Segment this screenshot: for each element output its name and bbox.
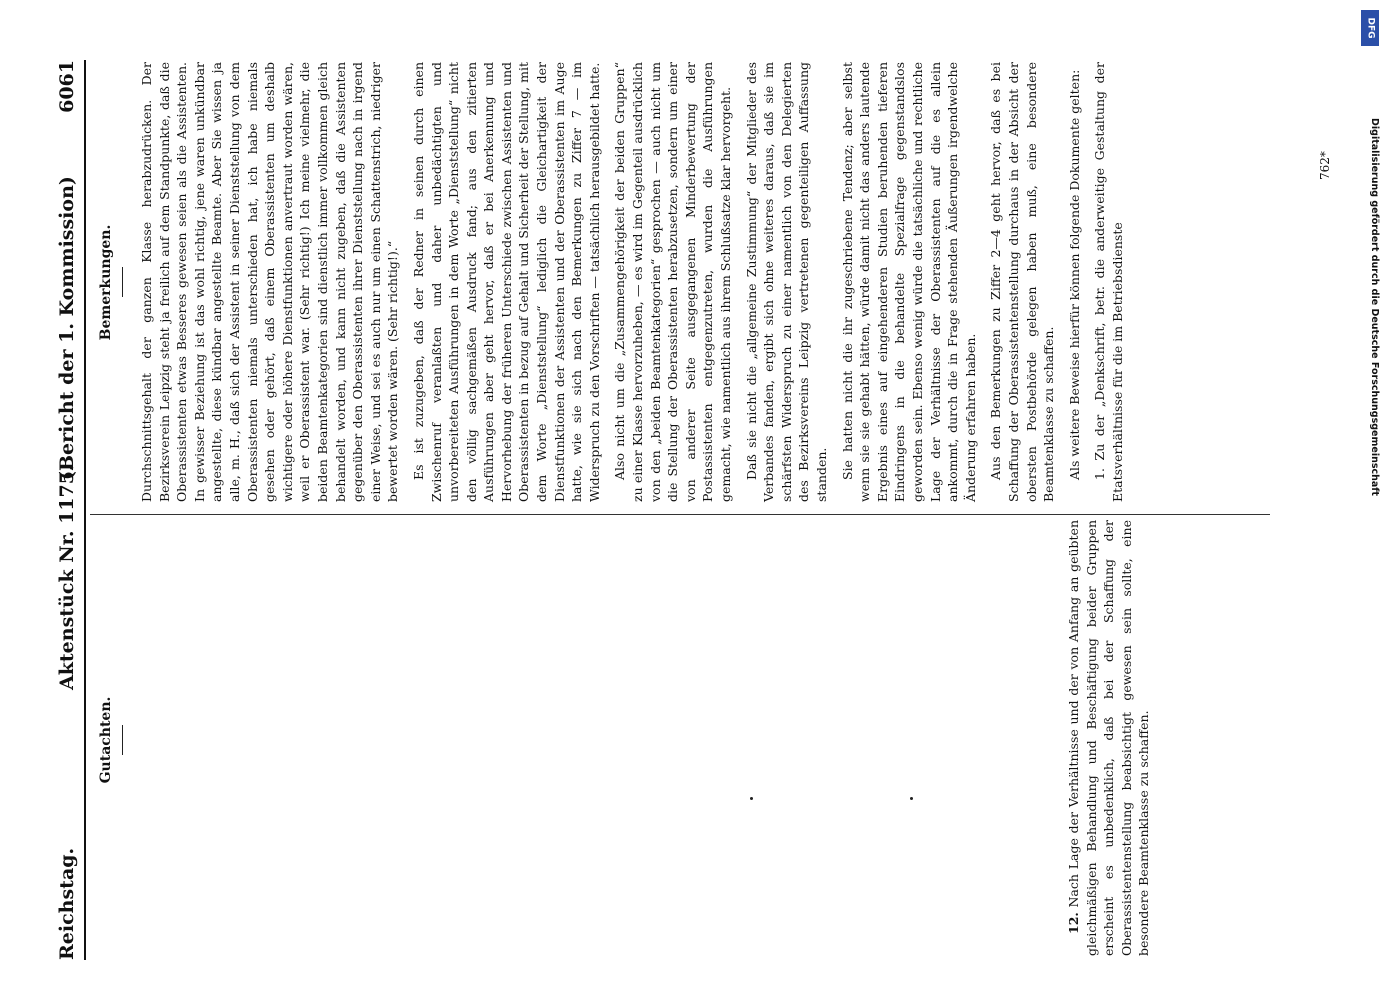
paragraph: Aus den Bemerkungen zu Ziffer 2—4 geht hervor, daß es bei Schaffung der Oberassistentenstellung durchaus in der Absicht der obersten Postbehörde gelegen haben muß, eine besondere Beamtenklasse zu schaffen. [988, 62, 1057, 502]
header-left: Reichstag. [56, 847, 78, 960]
digitization-sidebar [1358, 10, 1383, 1000]
paragraph-number: 12. [1066, 912, 1081, 934]
paragraph: Also nicht um die „Zusammengehörigkeit der beiden Gruppen“ zu einer Klasse hervorzuheben, — es wird im Gegenteil ausdrücklich von den „beiden Beamtenkategorien“ gesprochen — auch nicht um die Stellung der Oberassistenten herabzusetzen, sondern um einer von anderer Seite ausgegangenen Minderbewertung der Postassistenten entgegenzutreten, wurden die Ausführungen gemacht, wie namentlich aus ihrem Schlußsatze klar hervorgeht. [612, 62, 733, 502]
left-column-text [1065, 520, 1161, 956]
right-heading-rule [122, 267, 123, 297]
paragraph: Durchschnittsgehalt der ganzen Klasse herabzudrücken. Der Bezirksverein Leipzig steht ja freilich auf dem Standpunkte, daß die Oberassistenten etwas Besseres gewesen seien als die Assistenten. In gewisser Beziehung ist das wohl richtig, jene waren unkündbar angestellte, diese kündbar angestellte Beamte. Aber Sie wissen ja alle, m. H., daß sich der Assistent in seiner Dienststellung von dem Oberassistenten niemals unterschieden hat, ich habe niemals gesehen oder gehört, daß einem Oberassistenten um deshalb wichtigere oder höhere Dienstfunktionen anvertraut worden wären, weil er Oberassistent war. (Sehr richtig!) Ich meine vielmehr, die beiden Beamtenkategorien sind dienstlich immer vollkommen gleich behandelt worden, und kann nicht zugeben, daß die Assistenten gegenüber den Oberassistenten ihrer Dienststellung nach in irgend einer Weise, und sei es auch nur um einen Schattenstrich, niedriger bewertet worden wären. (Sehr richtig!).“ [139, 62, 401, 502]
paragraph: Es ist zuzugeben, daß der Redner in seinen durch einen Zwischenruf veranlaßten und daher unbedächtigten und unvorbereiteten Ausführungen in dem Worte „Dienststellung“ nicht den völlig sachgemäßen Ausdruck fand; aus den zitierten Ausführungen aber geht hervor, daß er bei Anerkennung und Hervorhebung der früheren Unterschiede zwischen Assistenten und Oberassistenten in bezug auf Gehalt und Sicherheit der Stellung, mit dem Worte „Dienststellung“ lediglich die Gleichartigkeit der Dienstfunktionen der Assistenten und der Oberassistenten im Auge hatte, wie sie sich nach den Bemerkungen zu Ziffer 7 — im Widerspruch zu den Vorschriften — tatsächlich herausgebildet hatte. [410, 61, 602, 502]
rotated-document [50, 60, 1350, 960]
header-center-commission: (Bericht der 1. Kommission) [56, 176, 78, 480]
running-header [50, 60, 86, 960]
header-center: Aktenstück Nr. 1175. [56, 464, 78, 690]
paragraph: Als weitere Beweise hierfür können folgende Dokumente gelten: [1066, 69, 1082, 480]
paragraph: 1. Zu der „Denkschrift, betr. die anderweitige Gestaltung der Etatsverhältnisse für die im Betriebsdienste [1092, 62, 1125, 502]
scan-speck [750, 797, 753, 800]
scan-speck [910, 797, 913, 800]
right-column-text [138, 62, 1134, 502]
paragraph: Sie hatten nicht die ihr zugeschriebene Tendenz; aber selbst wenn sie sie gehabt hätten, würde damit nicht das anders lautende Ergebnis eines auf eingehenderen Studien beruhenden tieferen Eindringens in die behandelte Spezialfrage gegenstandslos geworden sein. Ebenso wenig würde die tatsächliche und rechtliche Lage der Verhältnisse der Oberassistenten auf die es allein ankommt, durch die in Frage stehenden Äußerungen irgendwelche Änderung erfahren haben. [839, 62, 978, 502]
digitization-credit: Digitalisierung gefördert durch die Deutsche Forschungsgemeinschaft [1369, 118, 1380, 496]
paragraph: Daß sie nicht die „allgemeine Zustimmung“ der Mitglieder des Verbandes fanden, ergibt sich ohne weiteres daraus, daß sie im schärfsten Widerspruch zu einer namentlich von den Delegierten des Bezirksvereins Leipzig vertretenen gegenteiligen Auffassung standen. [743, 62, 829, 502]
left-heading-rule [122, 725, 123, 755]
paragraph-body: Nach Lage der Verhältnisse und der von Anfang an geübten gleichmäßigen Behandlung und Beschäftigung beider Gruppen erscheint es unbedenklich, daß bei der Schaffung der Oberassistentenstellung beabsichtigt gewesen sein sollte, eine besondere Beamtenklasse zu schaffen. [1066, 520, 1152, 956]
signature-mark: 762* [1318, 151, 1332, 180]
left-column-heading: Gutachten. [98, 696, 114, 784]
dfg-logo: DFG [1361, 10, 1379, 46]
numbered-paragraph [1065, 520, 1153, 956]
right-column-heading: Bemerkungen. [98, 224, 114, 341]
page-number: 6061 [56, 60, 78, 113]
column-divider [90, 514, 1270, 515]
